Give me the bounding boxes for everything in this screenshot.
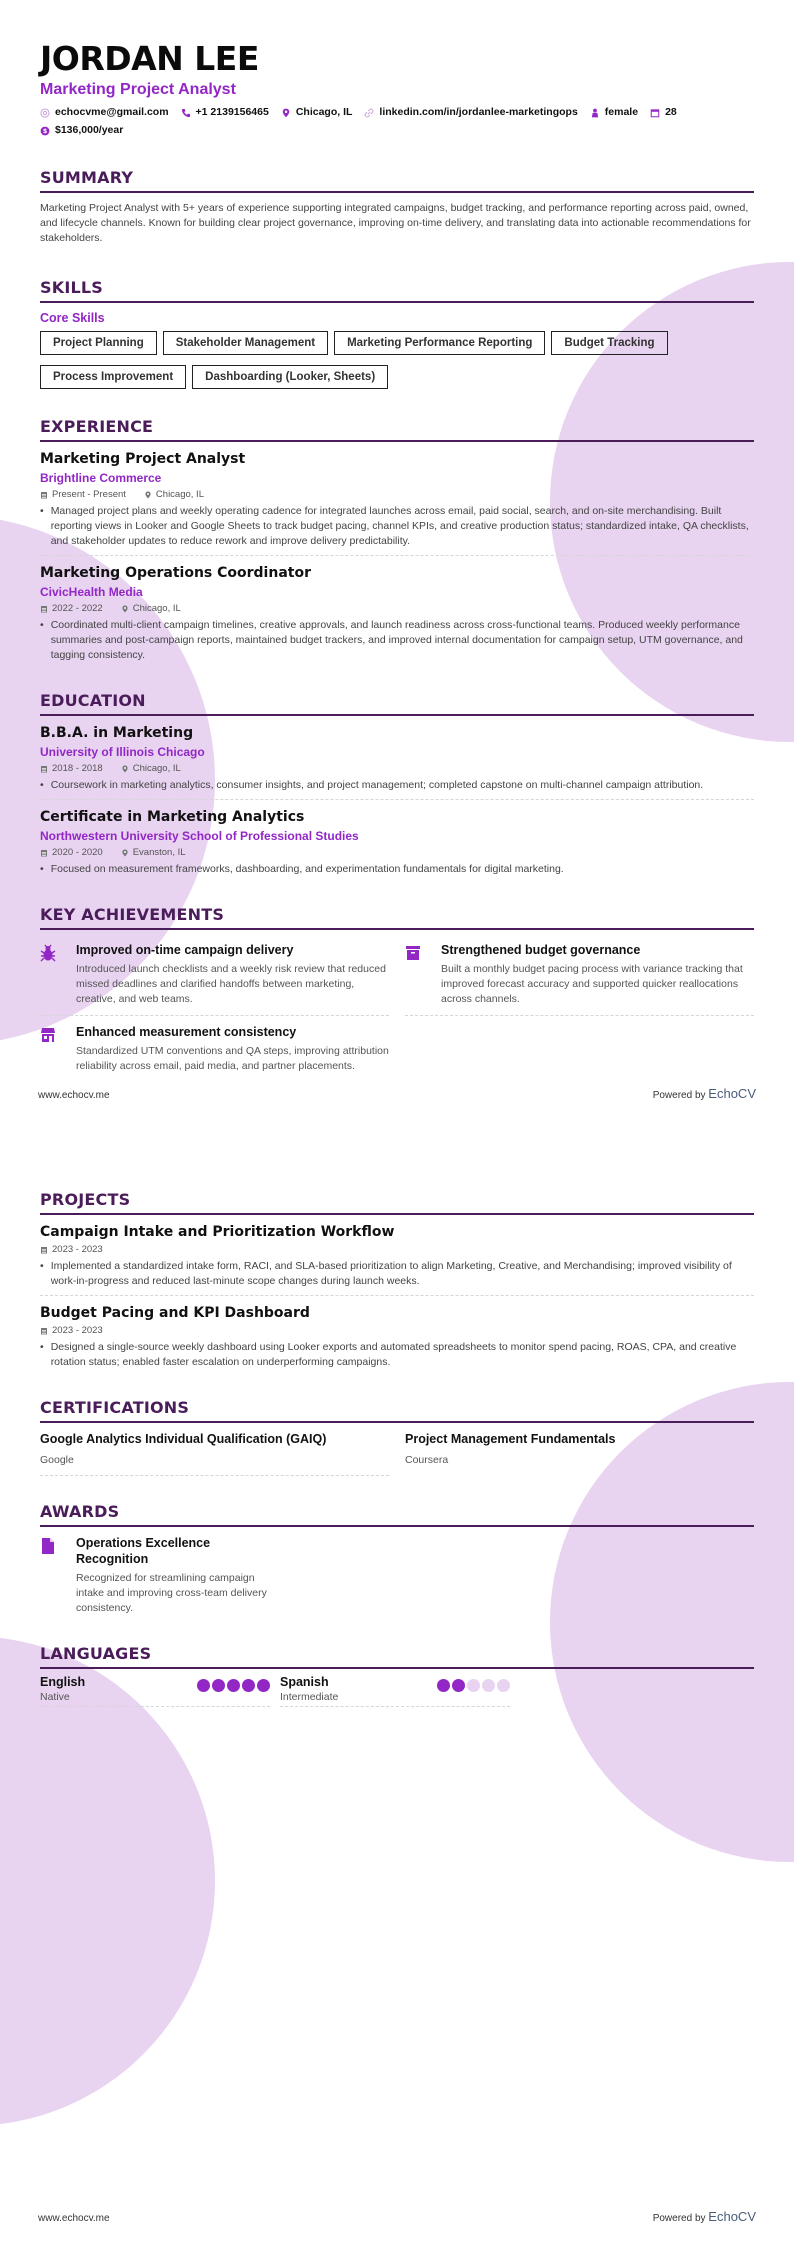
footer-website[interactable]: www.echocv.me (38, 2213, 110, 2224)
entry-bullet: • Managed project plans and weekly operating cadence for integrated launches across email, paid social, search, and on-site merchandising. Built reporting views in Looker and Google Sheets to track budget pacing, channel KPIs, and creative production status; standardized intake, QA checklists, and stakeholder updates to reduce rework and improve delivery predictability. (40, 505, 749, 547)
calendar-icon (40, 765, 48, 773)
entry-bullet: • Implemented a standardized intake form, RACI, and SLA-based prioritization to align Marketing, Creative, and Merchandising; improved visibility of work-in-progress and reduced last-minute scope changes during launch weeks. (40, 1260, 732, 1287)
summary-section (40, 168, 754, 246)
degree-title: Certificate in Marketing Analytics (40, 809, 305, 825)
entry-meta: Present - Present Chicago, IL (40, 488, 754, 501)
skill-tag: Process Improvement (40, 365, 186, 389)
location-pin-icon (281, 108, 291, 118)
skill-tag: Stakeholder Management (163, 331, 328, 355)
section-title-languages: LANGUAGES (40, 1644, 754, 1669)
footer-powered-by: Powered by EchoCV (652, 1086, 756, 1101)
contact-email[interactable]: echocvme@gmail.com (40, 105, 169, 120)
entry-bullet: • Designed a single-source weekly dashboard using Looker exports and automated spreadsheets to monitor spend pacing, ROAS, CPA, and creative rotation status; enabled faster escalation on underperforming campaigns. (40, 1341, 737, 1368)
location-pin-icon (121, 765, 129, 773)
entry-meta: 2023 - 2023 (40, 1324, 754, 1337)
calendar-icon (40, 1246, 48, 1254)
education-entry (40, 800, 754, 883)
calendar-icon (650, 108, 660, 118)
rating-dot (437, 1679, 450, 1692)
contact-age: 28 (650, 105, 677, 120)
school-name: Northwestern University School of Professional Studies (40, 829, 359, 843)
languages-section (40, 1644, 754, 1707)
section-title-awards: AWARDS (40, 1502, 754, 1527)
rating-dot (497, 1679, 510, 1692)
award-title: Operations Excellence Recognition (76, 1536, 211, 1566)
certification-issuer: Coursera (405, 1454, 449, 1466)
section-title-projects: PROJECTS (40, 1190, 754, 1215)
job-title: Marketing Operations Coordinator (40, 565, 311, 581)
summary-text: Marketing Project Analyst with 5+ years of experience supporting integrated campaigns, budget tracking, and performance reporting across paid, owned, and lifecycle channels. Known for building clear project governance, improving on-time delivery, and translating data into actionable recommendations for stakeholders. (40, 202, 751, 244)
rating-dot (452, 1679, 465, 1692)
at-icon (40, 108, 50, 118)
calendar-icon (40, 849, 48, 857)
file-icon (40, 1535, 60, 1616)
entry-meta: 2020 - 2020 Evanston, IL (40, 846, 754, 859)
rating-dot (242, 1679, 255, 1692)
entry-bullet: • Coursework in marketing analytics, consumer insights, and project management; completed capstone on multi-channel campaign attribution. (40, 779, 704, 791)
resume-header (40, 0, 754, 138)
achievement-desc: Built a monthly budget pacing process with variance tracking that improved forecast accuracy and supported quicker reallocations across channels. (441, 963, 743, 1005)
person-icon (590, 108, 600, 118)
achievement-title: Strengthened budget governance (441, 943, 641, 957)
achievements-grid (40, 934, 754, 1082)
calendar-icon (40, 491, 48, 499)
achievements-section (40, 905, 754, 1082)
language-name: Spanish (280, 1675, 329, 1689)
language-rating (437, 1675, 510, 1704)
award-desc: Recognized for streamlining campaign intake and improving cross-team delivery consistency. (76, 1572, 267, 1614)
phone-icon (181, 108, 191, 118)
skill-tag: Budget Tracking (551, 331, 667, 355)
contact-list (40, 105, 754, 138)
achievement-title: Enhanced measurement consistency (76, 1025, 297, 1039)
entry-meta: 2022 - 2022 Chicago, IL (40, 602, 754, 615)
entry-meta: 2018 - 2018 Chicago, IL (40, 762, 754, 775)
job-title: Marketing Project Analyst (40, 451, 246, 467)
experience-entry (40, 442, 754, 556)
project-entry (40, 1215, 754, 1296)
language-item (280, 1675, 510, 1707)
achievement-item (405, 934, 754, 1016)
language-level: Native (40, 1691, 70, 1703)
project-entry (40, 1296, 754, 1376)
location-pin-icon (121, 849, 129, 857)
skill-tag: Project Planning (40, 331, 157, 355)
section-title-summary: SUMMARY (40, 168, 754, 193)
footer-powered-by: Powered by EchoCV (652, 2209, 756, 2224)
contact-location: Chicago, IL (281, 105, 353, 120)
award-item (40, 1527, 280, 1616)
skill-tag: Dashboarding (Looker, Sheets) (192, 365, 388, 389)
company-name: CivicHealth Media (40, 585, 143, 599)
rating-dot (482, 1679, 495, 1692)
calendar-icon (40, 1327, 48, 1335)
candidate-name: JORDAN LEE (40, 39, 259, 78)
contact-salary: $ $136,000/year (40, 123, 123, 138)
svg-text:$: $ (42, 127, 48, 135)
skill-tag: Marketing Performance Reporting (334, 331, 545, 355)
section-title-education: EDUCATION (40, 691, 754, 716)
experience-section (40, 417, 754, 669)
school-name: University of Illinois Chicago (40, 745, 205, 759)
archive-box-icon (405, 942, 425, 1007)
location-pin-icon (144, 491, 152, 499)
language-item (40, 1675, 270, 1707)
project-title: Campaign Intake and Prioritization Workflow (40, 1224, 395, 1240)
project-title: Budget Pacing and KPI Dashboard (40, 1305, 310, 1321)
entry-bullet: • Focused on measurement frameworks, dashboarding, and experimentation fundamentals for digital marketing. (40, 863, 564, 875)
certifications-section (40, 1398, 754, 1476)
rating-dot (212, 1679, 225, 1692)
certification-title: Google Analytics Individual Qualification (GAIQ) (40, 1432, 327, 1446)
location-pin-icon (121, 605, 129, 613)
decorative-circle-left (0, 1636, 215, 2126)
footer-brand[interactable]: EchoCV (708, 1086, 756, 1101)
certifications-grid (40, 1423, 754, 1476)
education-entry (40, 716, 754, 800)
calendar-icon (40, 605, 48, 613)
achievement-item (40, 1016, 389, 1082)
company-name: Brightline Commerce (40, 471, 162, 485)
language-name: English (40, 1675, 86, 1689)
education-section (40, 691, 754, 883)
contact-phone[interactable]: +1 2139156465 (181, 105, 269, 120)
page-footer (0, 2209, 794, 2224)
skills-group-title: Core Skills (40, 311, 105, 325)
certification-item (40, 1423, 389, 1476)
language-rating (197, 1675, 270, 1704)
languages-grid (40, 1675, 754, 1707)
section-title-achievements: KEY ACHIEVEMENTS (40, 905, 754, 930)
entry-meta: 2023 - 2023 (40, 1243, 754, 1256)
certification-title: Project Management Fundamentals (405, 1432, 616, 1446)
achievement-desc: Introduced launch checklists and a weekly risk review that reduced missed deadlines and clarified handoffs between marketing, creative, and web teams. (76, 963, 386, 1005)
page-footer (0, 1086, 794, 1101)
link-icon (364, 108, 374, 118)
certification-item (405, 1423, 754, 1476)
achievement-title: Improved on-time campaign delivery (76, 943, 294, 957)
experience-entry (40, 556, 754, 669)
language-level: Intermediate (280, 1691, 339, 1703)
resume-page-2 (0, 1123, 794, 2246)
section-title-skills: SKILLS (40, 278, 754, 303)
rating-dot (257, 1679, 270, 1692)
section-title-certifications: CERTIFICATIONS (40, 1398, 754, 1423)
achievement-desc: Standardized UTM conventions and QA steps, improving attribution reliability across email, paid media, and partner placements. (76, 1045, 389, 1072)
dollar-icon (40, 126, 50, 136)
contact-linkedin[interactable]: linkedin.com/in/jordanlee-marketingops (364, 105, 577, 120)
achievement-item (40, 934, 389, 1016)
rating-dot (197, 1679, 210, 1692)
contact-gender: female (590, 105, 638, 120)
skills-section (40, 278, 754, 389)
projects-section (40, 1190, 754, 1376)
rating-dot (227, 1679, 240, 1692)
skill-tags (40, 331, 754, 389)
degree-title: B.B.A. in Marketing (40, 725, 194, 741)
bug-icon (40, 942, 60, 1007)
section-title-experience: EXPERIENCE (40, 417, 754, 442)
certification-issuer: Google (40, 1454, 74, 1466)
awards-section (40, 1502, 754, 1616)
footer-brand[interactable]: EchoCV (708, 2209, 756, 2224)
candidate-role: Marketing Project Analyst (40, 81, 236, 98)
entry-bullet: • Coordinated multi-client campaign timelines, creative approvals, and launch readiness across cross-functional teams. Produced weekly performance summaries and post-campaign reports, maintained budget trackers, and improved internal documentation for campaign setup, UTM governance, and tagging consistency. (40, 619, 743, 661)
footer-website[interactable]: www.echocv.me (38, 1090, 110, 1101)
storefront-icon (40, 1024, 60, 1074)
rating-dot (467, 1679, 480, 1692)
